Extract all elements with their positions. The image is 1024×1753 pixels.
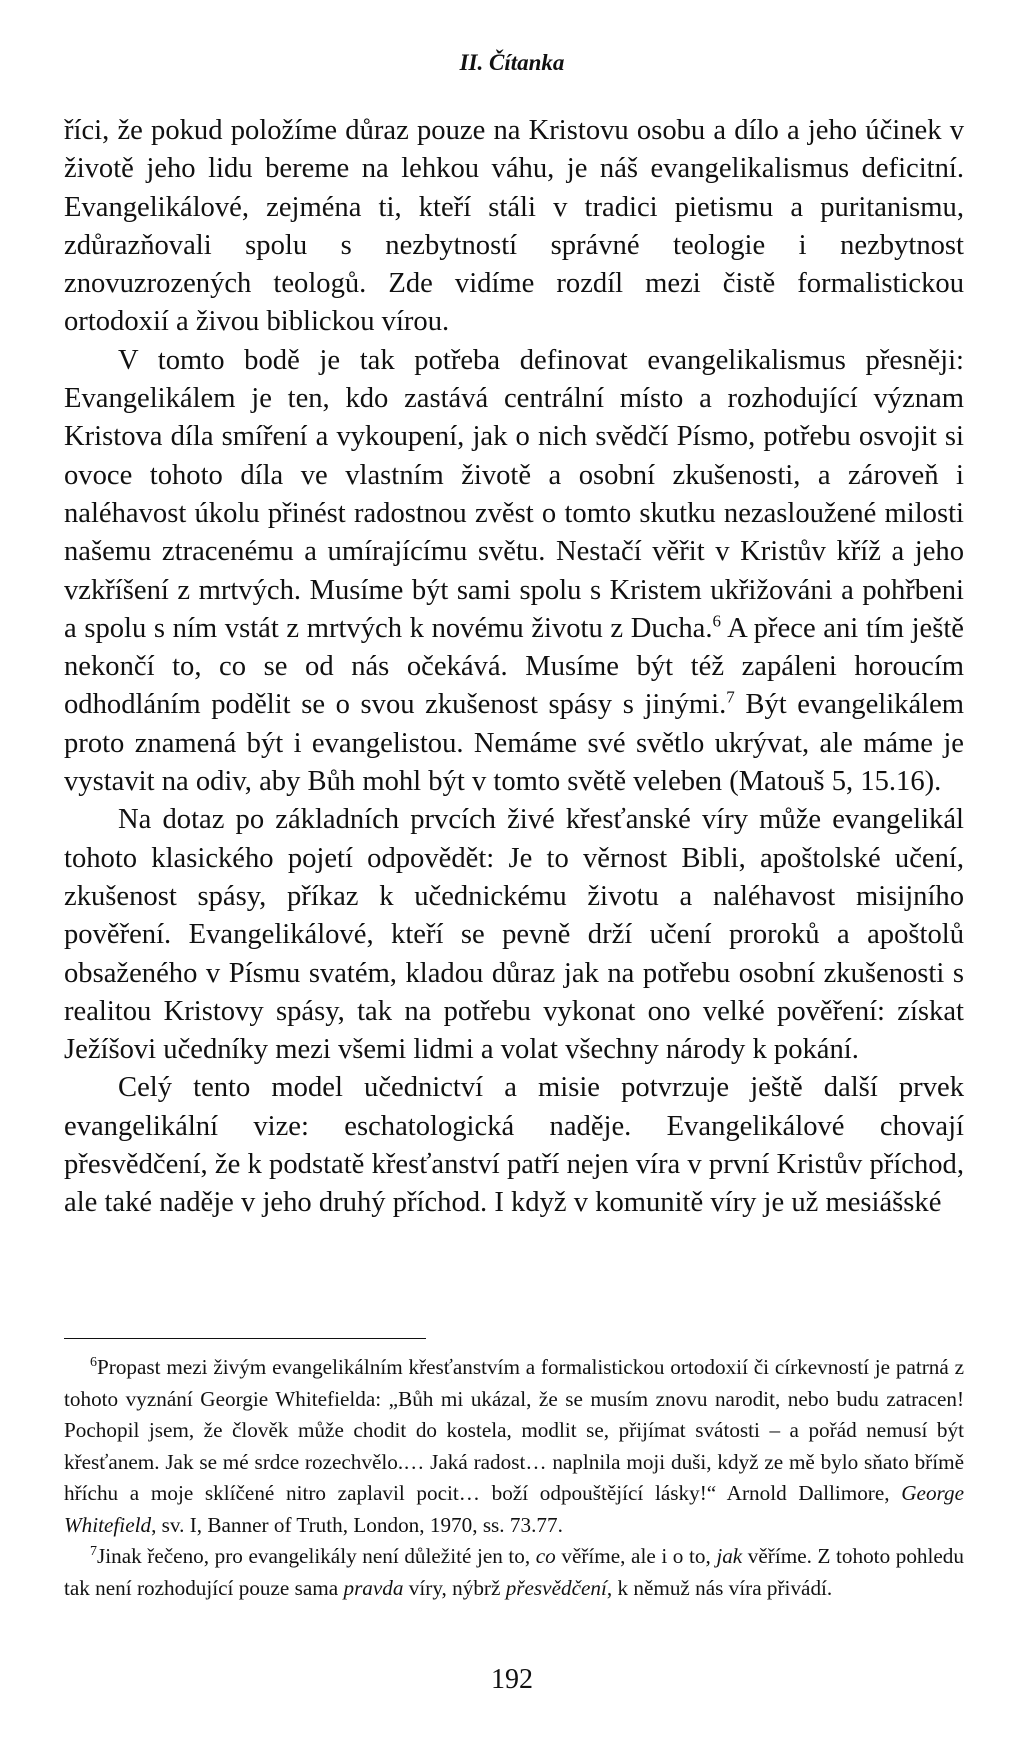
footnote-7-text-b: věříme, ale i o to, [555, 1544, 717, 1568]
footnote-separator [64, 1338, 426, 1339]
footnote-7-text-c: věříme. Z tohoto pohledu tak není rozhodující pouze sama [64, 1544, 964, 1600]
footnote-6-book-title: George Whitefield [64, 1481, 964, 1537]
paragraph-3: Na dotaz po základních prvcích živé křesťanské víry může evangelikál tohoto klasického pojetí odpovědět: Je to věrnost Bibli, apoštolské učení, zkušenost spásy, příkaz k učednickému životu a naléhavost misijního pověření. Evangelikálové, kteří se pevně drží učení proroků a apoštolů obsaženého v Písmu svatém, kladou důraz jak na potřebu osobní zkušenosti s realitou Kristovy spásy, tak na potřebu vykonat ono velké pověření: získat Ježíšovi učedníky mezi všemi lidmi a volat všechny národy k pokání. [64, 804, 964, 1066]
footnote-7-mark: 7 [90, 1543, 97, 1559]
page-number: 192 [491, 1664, 533, 1695]
paragraph-4: Celý tento model učednictví a misie potvrzuje ještě další prvek evangelikální vize: eschatologická naděje. Evangelikálové chovají přesvědčení, že k podstatě křesťanství patří nejen víra v první Kristův příchod, ale také naděje v jeho druhý příchod. I když v komunitě víry je už mesiášské [64, 1072, 964, 1219]
main-text [64, 112, 964, 1223]
footnote-7 [64, 1541, 964, 1604]
footnote-7-em-pravda: pravda [343, 1575, 404, 1600]
footnote-7-em-presvedceni: přesvědčení [505, 1575, 607, 1600]
footnote-7-text-e: , k němuž nás víra přivádí. [606, 1575, 833, 1600]
paragraph-1: říci, že pokud položíme důraz pouze na Kristovu osobu a dílo a jeho účinek v životě jeho lidu bereme na lehkou váhu, je náš evangelikalismus deficitní. Evangelikálové, zejména ti, kteří stáli v tradici pietismu a puritanismu, zdůrazňovali spolu s nezbytností správné teologie i nezbytnost znovuzrozených teologů. Zde vidíme rozdíl mezi čistě formalistickou ortodoxií a živou biblickou vírou. [64, 115, 964, 338]
footnote-7-em-jak: jak [716, 1544, 743, 1568]
paragraph-2-text-b: A přece ani tím ještě nekončí to, co se od nás očekává. Musíme být též zapáleni horoucím odhodláním podělit se o svou zkušenost spásy s jinými. [64, 612, 965, 721]
paragraph-2-text-c: Být evangelikálem proto znamená být i evangelistou. Nemáme své světlo ukrývat, ale máme je vystavit na odiv, aby Bůh mohl být v tomto světě veleben (Matouš 5, 15.16). [64, 689, 965, 798]
footnote-7-text-d: víry, nýbrž [403, 1575, 506, 1600]
footnote-ref-7: 7 [726, 687, 735, 707]
footnote-ref-6: 6 [712, 611, 722, 631]
footnote-6 [64, 1352, 964, 1541]
footnote-7-text-a: Jinak řečeno, pro evangelikály není důležité jen to, [97, 1544, 536, 1568]
running-head: II. Čítanka [459, 50, 565, 75]
footnote-6-text-b: , sv. I, Banner of Truth, London, 1970, ss. 73.77. [151, 1512, 563, 1537]
footnote-6-text-a: Propast mezi živým evangelikálním křesťanstvím a formalistickou ortodoxií či církevností je patrná z tohoto vyznání Georgie Whitefielda: „Bůh mi ukázal, že se musím znovu narodit, nebo budu zatracen! Pochopil jsem, že člověk může chodit do kostela, modlit se, přijímat svátosti – a pořád nemusí být křesťanem. Jak se mé srdce rozechvělo.… Jaká radost… naplnila moji duši, když ze mě bylo sňato břímě hříchu a moje sklíčené nitro zaplavil pocit… boží odpouštějící lásky!“ Arnold Dallimore, [64, 1355, 964, 1505]
footnote-6-mark: 6 [90, 1354, 97, 1370]
footnote-7-em-co: co [535, 1544, 556, 1568]
paragraph-2-text-a: V tomto bodě je tak potřeba definovat evangelikalismus přesněji: Evangelikálem je ten, kdo zastává centrální místo a rozhodující význam Kristova díla smíření a vykoupení, jak o nich svědčí Písmo, potřebu osvojit si ovoce tohoto díla ve vlastním životě a osobní zkušenosti, a zároveň i naléhavost úkolu přinést radostnou zvěst o tomto skutku nezasloužené milosti našemu ztracenému a umírajícímu světu. Nestačí věřit v Kristův kříž a jeho vzkříšení z mrtvých. Musíme být sami spolu s Kristem ukřižováni a pohřbeni a spolu s ním vstát z mrtvých k novému životu z Ducha. [64, 344, 964, 644]
paragraph-2 [64, 342, 964, 802]
footnotes [64, 1352, 964, 1604]
